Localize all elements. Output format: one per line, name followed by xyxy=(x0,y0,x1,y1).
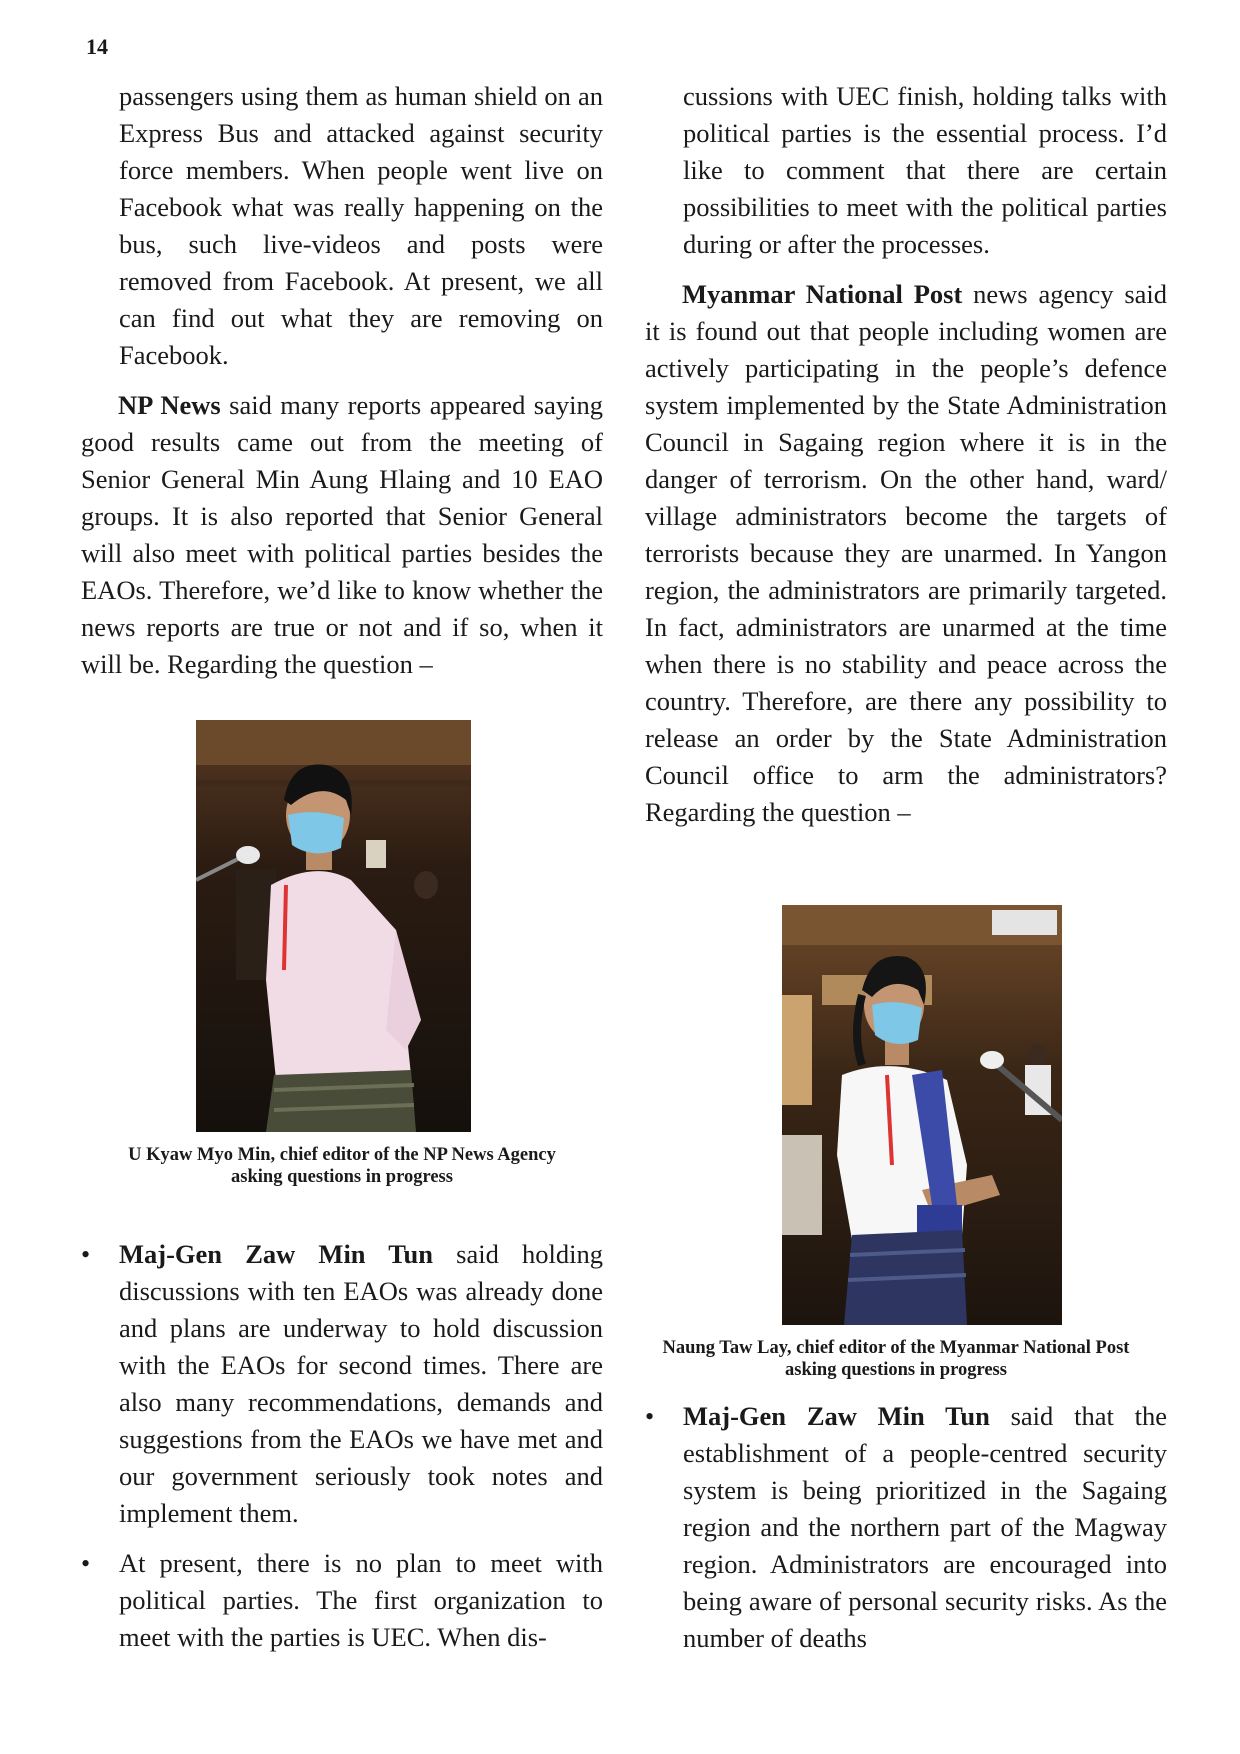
left-bullet-1-lead: Maj-Gen Zaw Min Tun xyxy=(119,1239,433,1269)
mnp-lead: Myanmar National Post xyxy=(682,279,963,309)
left-paragraph-continued: passengers using them as human shield on an Express Bus and attacked against security force members. When people went live on Facebook what was really happening on the bus, such live-videos and posts were removed from Facebook. At present, we all can find out what they are removing on Facebook. xyxy=(119,81,603,370)
photo-kyaw-myo-min xyxy=(196,720,471,1132)
mnp-paragraph xyxy=(645,276,1167,831)
bullet-marker: • xyxy=(81,1549,91,1578)
right-paragraph-continued: cussions with UEC finish, holding talks with political parties is the essential process. I’d like to comment that there are certain possibilities to meet with the political parties during or after the processes. xyxy=(683,81,1167,259)
left-caption-line-1: U Kyaw Myo Min, chief editor of the NP News Agency xyxy=(128,1145,556,1165)
left-column xyxy=(81,78,603,696)
left-bullet-2 xyxy=(81,1545,603,1656)
right-caption-line-1: Naung Taw Lay, chief editor of the Myanmar National Post xyxy=(662,1338,1130,1358)
right-photo-caption xyxy=(627,1337,1165,1381)
right-column xyxy=(645,78,1167,844)
left-bullet-1 xyxy=(81,1236,603,1532)
right-caption-line-2: asking questions in progress xyxy=(785,1360,1007,1380)
page-number: 14 xyxy=(86,34,108,59)
right-bullet-1-text: said that the establishment of a people-centred security system is being prioritized in the Sagaing region and the northern part of the Magway region. Administrators are encouraged into being aware of personal security risks. As the number of deaths xyxy=(683,1401,1167,1653)
right-bullet-1 xyxy=(645,1398,1167,1657)
np-news-paragraph xyxy=(81,387,603,683)
photo-naung-taw-lay xyxy=(782,905,1062,1325)
np-news-lead: NP News xyxy=(118,390,221,420)
left-bullet-list xyxy=(81,1236,603,1656)
bullet-marker: • xyxy=(645,1402,655,1431)
np-news-text: said many reports appeared saying good results came out from the meeting of Senior General Min Aung Hlaing and 10 EAO groups. It is also reported that Senior General will also meet with political parties besides the EAOs. Therefore, we’d like to know whether the news reports are true or not and if so, when it will be. Regarding the question – xyxy=(81,390,603,679)
left-column-bullets xyxy=(81,1236,603,1669)
bullet-marker: • xyxy=(81,1240,91,1269)
left-photo-caption xyxy=(81,1144,603,1188)
right-bullet-list xyxy=(645,1398,1167,1657)
right-bullet-1-lead: Maj-Gen Zaw Min Tun xyxy=(683,1401,990,1431)
left-caption-line-2: asking questions in progress xyxy=(231,1167,453,1187)
left-bullet-1-text: said holding discussions with ten EAOs was already done and plans are underway to hold discussion with the EAOs for second times. There are also many recommendations, demands and suggestions from the EAOs we have met and our government seriously took notes and implement them. xyxy=(119,1239,603,1528)
right-column-bullets xyxy=(645,1398,1167,1670)
left-bullet-2-text: At present, there is no plan to meet with political parties. The first organization to meet with the parties is UEC. When dis- xyxy=(119,1548,603,1652)
mnp-text: news agency said it is found out that people including women are actively participating in the people’s defence system implemented by the State Administration Council in Sagaing region where it is in the danger of terrorism. On the other hand, ward/ village administrators become the targets of terrorists because they are unarmed. In Yangon region, the administrators are primarily targeted. In fact, administrators are unarmed at the time when there is no stability and peace across the country. Therefore, are there any possibility to release an order by the State Administration Council office to arm the administrators? Regarding the question – xyxy=(645,279,1168,827)
